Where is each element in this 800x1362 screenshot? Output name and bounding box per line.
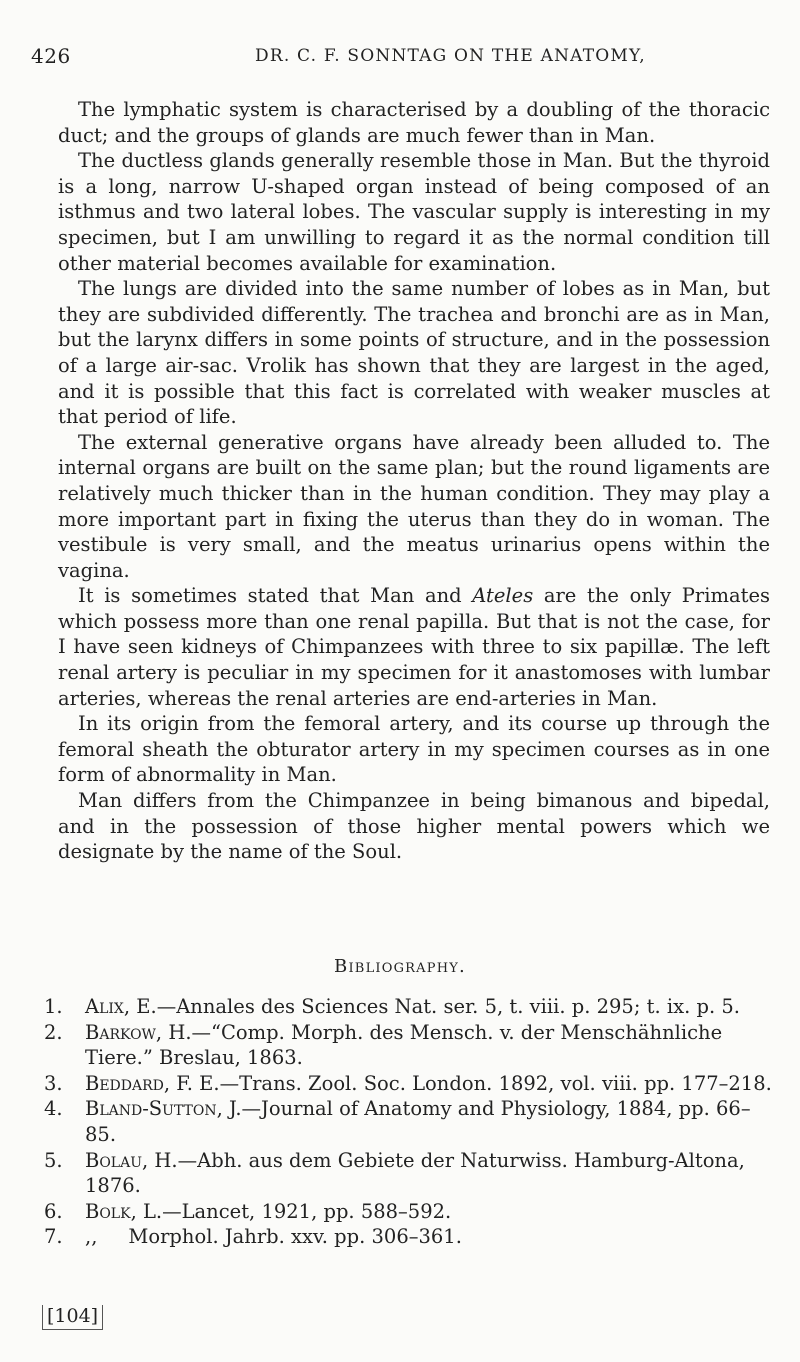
signature-mark: [104] bbox=[42, 1305, 103, 1330]
bib-text: —Lancet, 1921, pp. 588–592. bbox=[162, 1199, 452, 1223]
bib-entry bbox=[44, 1020, 772, 1071]
paragraph-lymphatic: The lymphatic system is characterised by a doubling of the thoracic duct; and the groups of glands are much fewer than in Man. bbox=[58, 98, 770, 147]
bib-author: Alix, E. bbox=[85, 995, 157, 1018]
bib-number: 5. bbox=[44, 1148, 63, 1172]
bib-entry bbox=[44, 1224, 772, 1250]
renal-text-before: It is sometimes stated that Man and bbox=[78, 584, 473, 608]
bib-text: Morphol. Jahrb. xxv. pp. 306–361. bbox=[128, 1225, 462, 1249]
bib-entry bbox=[44, 1071, 772, 1097]
bib-author: Bolk, L. bbox=[85, 1199, 163, 1223]
bib-author: Beddard, F. E. bbox=[85, 1071, 220, 1095]
paragraph-generative-organs: The external generative organs have already been alluded to. The internal organs are built on the same plan; but the round ligaments are relatively much thicker than in the human condition. They may play a more important part in fixing the uterus than they do in woman. The vestibule is very small, and the meatus urinarius opens within the vagina. bbox=[58, 430, 770, 582]
paragraph-lungs: The lungs are divided into the same number of lobes as in Man, but they are subdivided differently. The trachea and bronchi are as in Man, but the larynx differs in some points of structure, and in the possession of a large air-sac. Vrolik has shown that they are largest in the aged, and it is possible that this fact is correlated with weaker muscles at that period of life. bbox=[58, 277, 770, 429]
paragraph-obturator: In its origin from the femoral artery, and its course up through the femoral sheath the obturator artery in my specimen courses as in one form of abnormality in Man. bbox=[58, 712, 770, 787]
bibliography-list bbox=[44, 994, 772, 1250]
bib-number: 1. bbox=[44, 995, 63, 1018]
bib-author: Bolau, H. bbox=[85, 1148, 178, 1172]
bib-text: —Trans. Zool. Soc. London. 1892, vol. viii. pp. 177–218. bbox=[219, 1071, 772, 1095]
bib-text: —Journal of Anatomy and Physiology, 1884, pp. 66–85. bbox=[85, 1097, 751, 1146]
bib-number: 2. bbox=[44, 1020, 63, 1044]
bib-number: 3. bbox=[44, 1071, 63, 1095]
bib-number: 7. bbox=[44, 1225, 63, 1249]
bib-entry bbox=[44, 994, 772, 1020]
bib-number: 6. bbox=[44, 1199, 63, 1223]
paragraph-man-differs: Man differs from the Chimpanzee in being bimanous and bipedal, and in the possession of those higher mental powers which we designate by the name of the Soul. bbox=[58, 789, 770, 864]
bib-author: Barkow, H. bbox=[85, 1020, 192, 1044]
genus-ateles: Ateles bbox=[472, 584, 534, 608]
bib-text: —Annales des Sciences Nat. ser. 5, t. viii. p. 295; t. ix. p. 5. bbox=[156, 995, 740, 1018]
bib-ditto-mark: ,, bbox=[85, 1225, 98, 1249]
bib-entry bbox=[44, 1199, 772, 1225]
page-header bbox=[0, 44, 800, 74]
body-text bbox=[58, 97, 770, 865]
paragraph-ductless-glands: The ductless glands generally resemble those in Man. But the thyroid is a long, narrow U-shaped organ instead of being composed of an isthmus and two lateral lobes. The vascular supply is interesting in my specimen, but I am unwilling to regard it as the normal condition till other material becomes available for examination. bbox=[58, 149, 770, 275]
bib-author: Bland-Sutton, J. bbox=[85, 1097, 242, 1121]
bib-entry bbox=[44, 1096, 772, 1147]
bib-entry bbox=[44, 1148, 772, 1199]
bib-number: 4. bbox=[44, 1097, 63, 1121]
bib-text: —Abh. aus dem Gebiete der Naturwiss. Hamburg-Altona, 1876. bbox=[85, 1148, 745, 1198]
page-number: 426 bbox=[31, 44, 71, 68]
renal-text-after: are the only Primates which possess more than one renal papilla. But that is not the case, for I have seen kidneys of Chimpanzees with three to six papillæ. The left renal artery is peculiar in my specimen for it anastomoses with lumbar arteries, whereas the renal arteries are end-arteries in Man. bbox=[58, 584, 770, 710]
paragraph-renal bbox=[58, 583, 770, 711]
running-head: DR. C. F. SONNTAG ON THE ANATOMY, bbox=[255, 46, 646, 66]
bibliography-heading: Bibliography. bbox=[334, 956, 466, 977]
bib-text: —“Comp. Morph. des Mensch. v. der Menschähnliche Tiere.” Breslau, 1863. bbox=[85, 1020, 723, 1070]
